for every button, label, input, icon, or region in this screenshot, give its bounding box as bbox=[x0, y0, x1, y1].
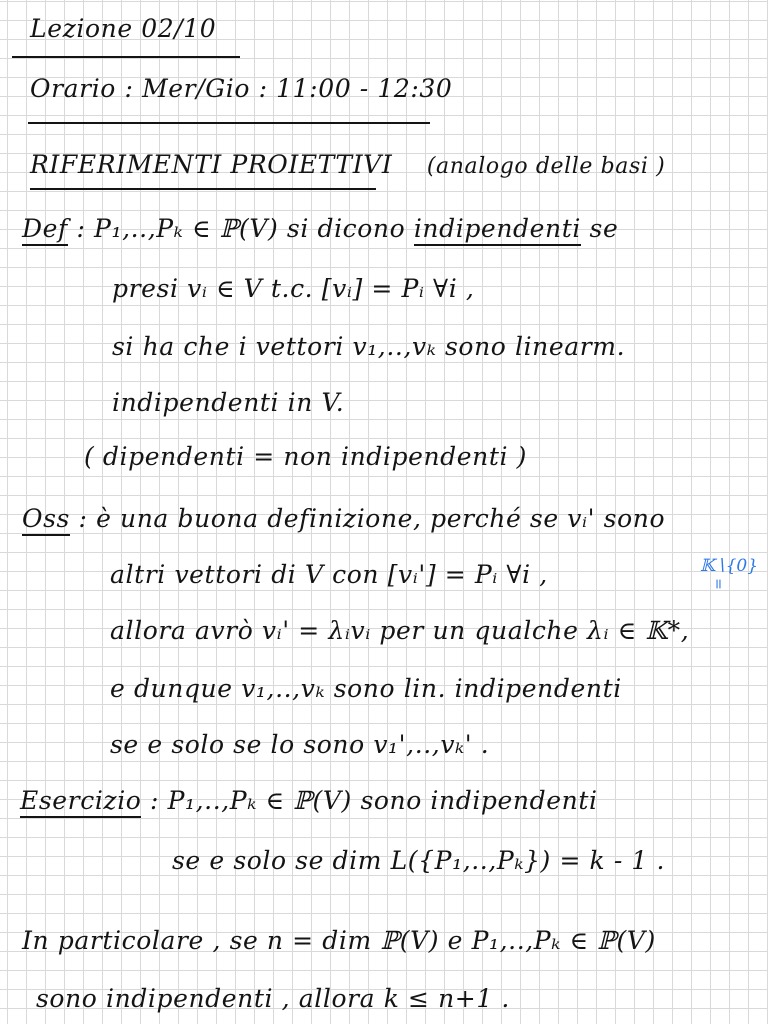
particular-line-1: In particolare , se n = dim ℙ(V) e P₁,..,Pₖ ∈ ℙ(V) bbox=[22, 926, 656, 955]
side-annotation-equals: = bbox=[709, 578, 726, 590]
exercise-label: Esercizio bbox=[20, 786, 141, 818]
particular-line-2: sono indipendenti , allora k ≤ n+1 . bbox=[36, 984, 510, 1013]
observation-statement: : è una buona definizione, perché se vᵢ' sono bbox=[78, 504, 666, 533]
side-annotation: 𝕂∖{0} bbox=[700, 556, 759, 576]
section-note: (analogo delle basi ) bbox=[426, 154, 666, 179]
schedule-line: Orario : Mer/Gio : 11:00 - 12:30 bbox=[30, 74, 453, 103]
observation-line-4: e dunque v₁,..,vₖ sono lin. indipendenti bbox=[110, 674, 622, 703]
definition-line-4: indipendenti in V. bbox=[112, 388, 345, 417]
definition-label: Def bbox=[22, 214, 68, 246]
observation-label: Oss bbox=[22, 504, 70, 536]
exercise-line-2: se e solo se dim L({P₁,..,Pₖ}) = k - 1 . bbox=[172, 846, 666, 875]
lesson-title: Lezione 02/10 bbox=[30, 14, 217, 43]
section-rule bbox=[30, 188, 376, 190]
section-title: RIFERIMENTI PROIETTIVI bbox=[30, 150, 393, 179]
definition-keyword: indipendenti bbox=[414, 214, 581, 246]
observation-line-3: allora avrò vᵢ' = λᵢvᵢ per un qualche λᵢ ∈ 𝕂*, bbox=[110, 616, 690, 645]
definition-line-1 bbox=[22, 214, 618, 244]
definition-statement: : P₁,..,Pₖ ∈ ℙ(V) si dicono bbox=[76, 214, 406, 243]
definition-line-5: ( dipendenti = non indipendenti ) bbox=[84, 442, 528, 471]
definition-line-2: presi vᵢ ∈ V t.c. [vᵢ] = Pᵢ ∀i , bbox=[112, 274, 475, 303]
exercise-line-1 bbox=[20, 786, 598, 816]
exercise-statement: : P₁,..,Pₖ ∈ ℙ(V) sono indipendenti bbox=[150, 786, 598, 815]
observation-line-2: altri vettori di V con [vᵢ'] = Pᵢ ∀i , bbox=[110, 560, 548, 589]
title-rule bbox=[12, 56, 240, 58]
schedule-rule bbox=[28, 122, 430, 124]
definition-line-3: si ha che i vettori v₁,..,vₖ sono linearm. bbox=[112, 332, 626, 361]
observation-line-5: se e solo se lo sono v₁',..,vₖ' . bbox=[110, 730, 490, 759]
section-heading bbox=[30, 150, 665, 182]
observation-line-1 bbox=[22, 504, 665, 534]
definition-tail: se bbox=[589, 214, 619, 243]
